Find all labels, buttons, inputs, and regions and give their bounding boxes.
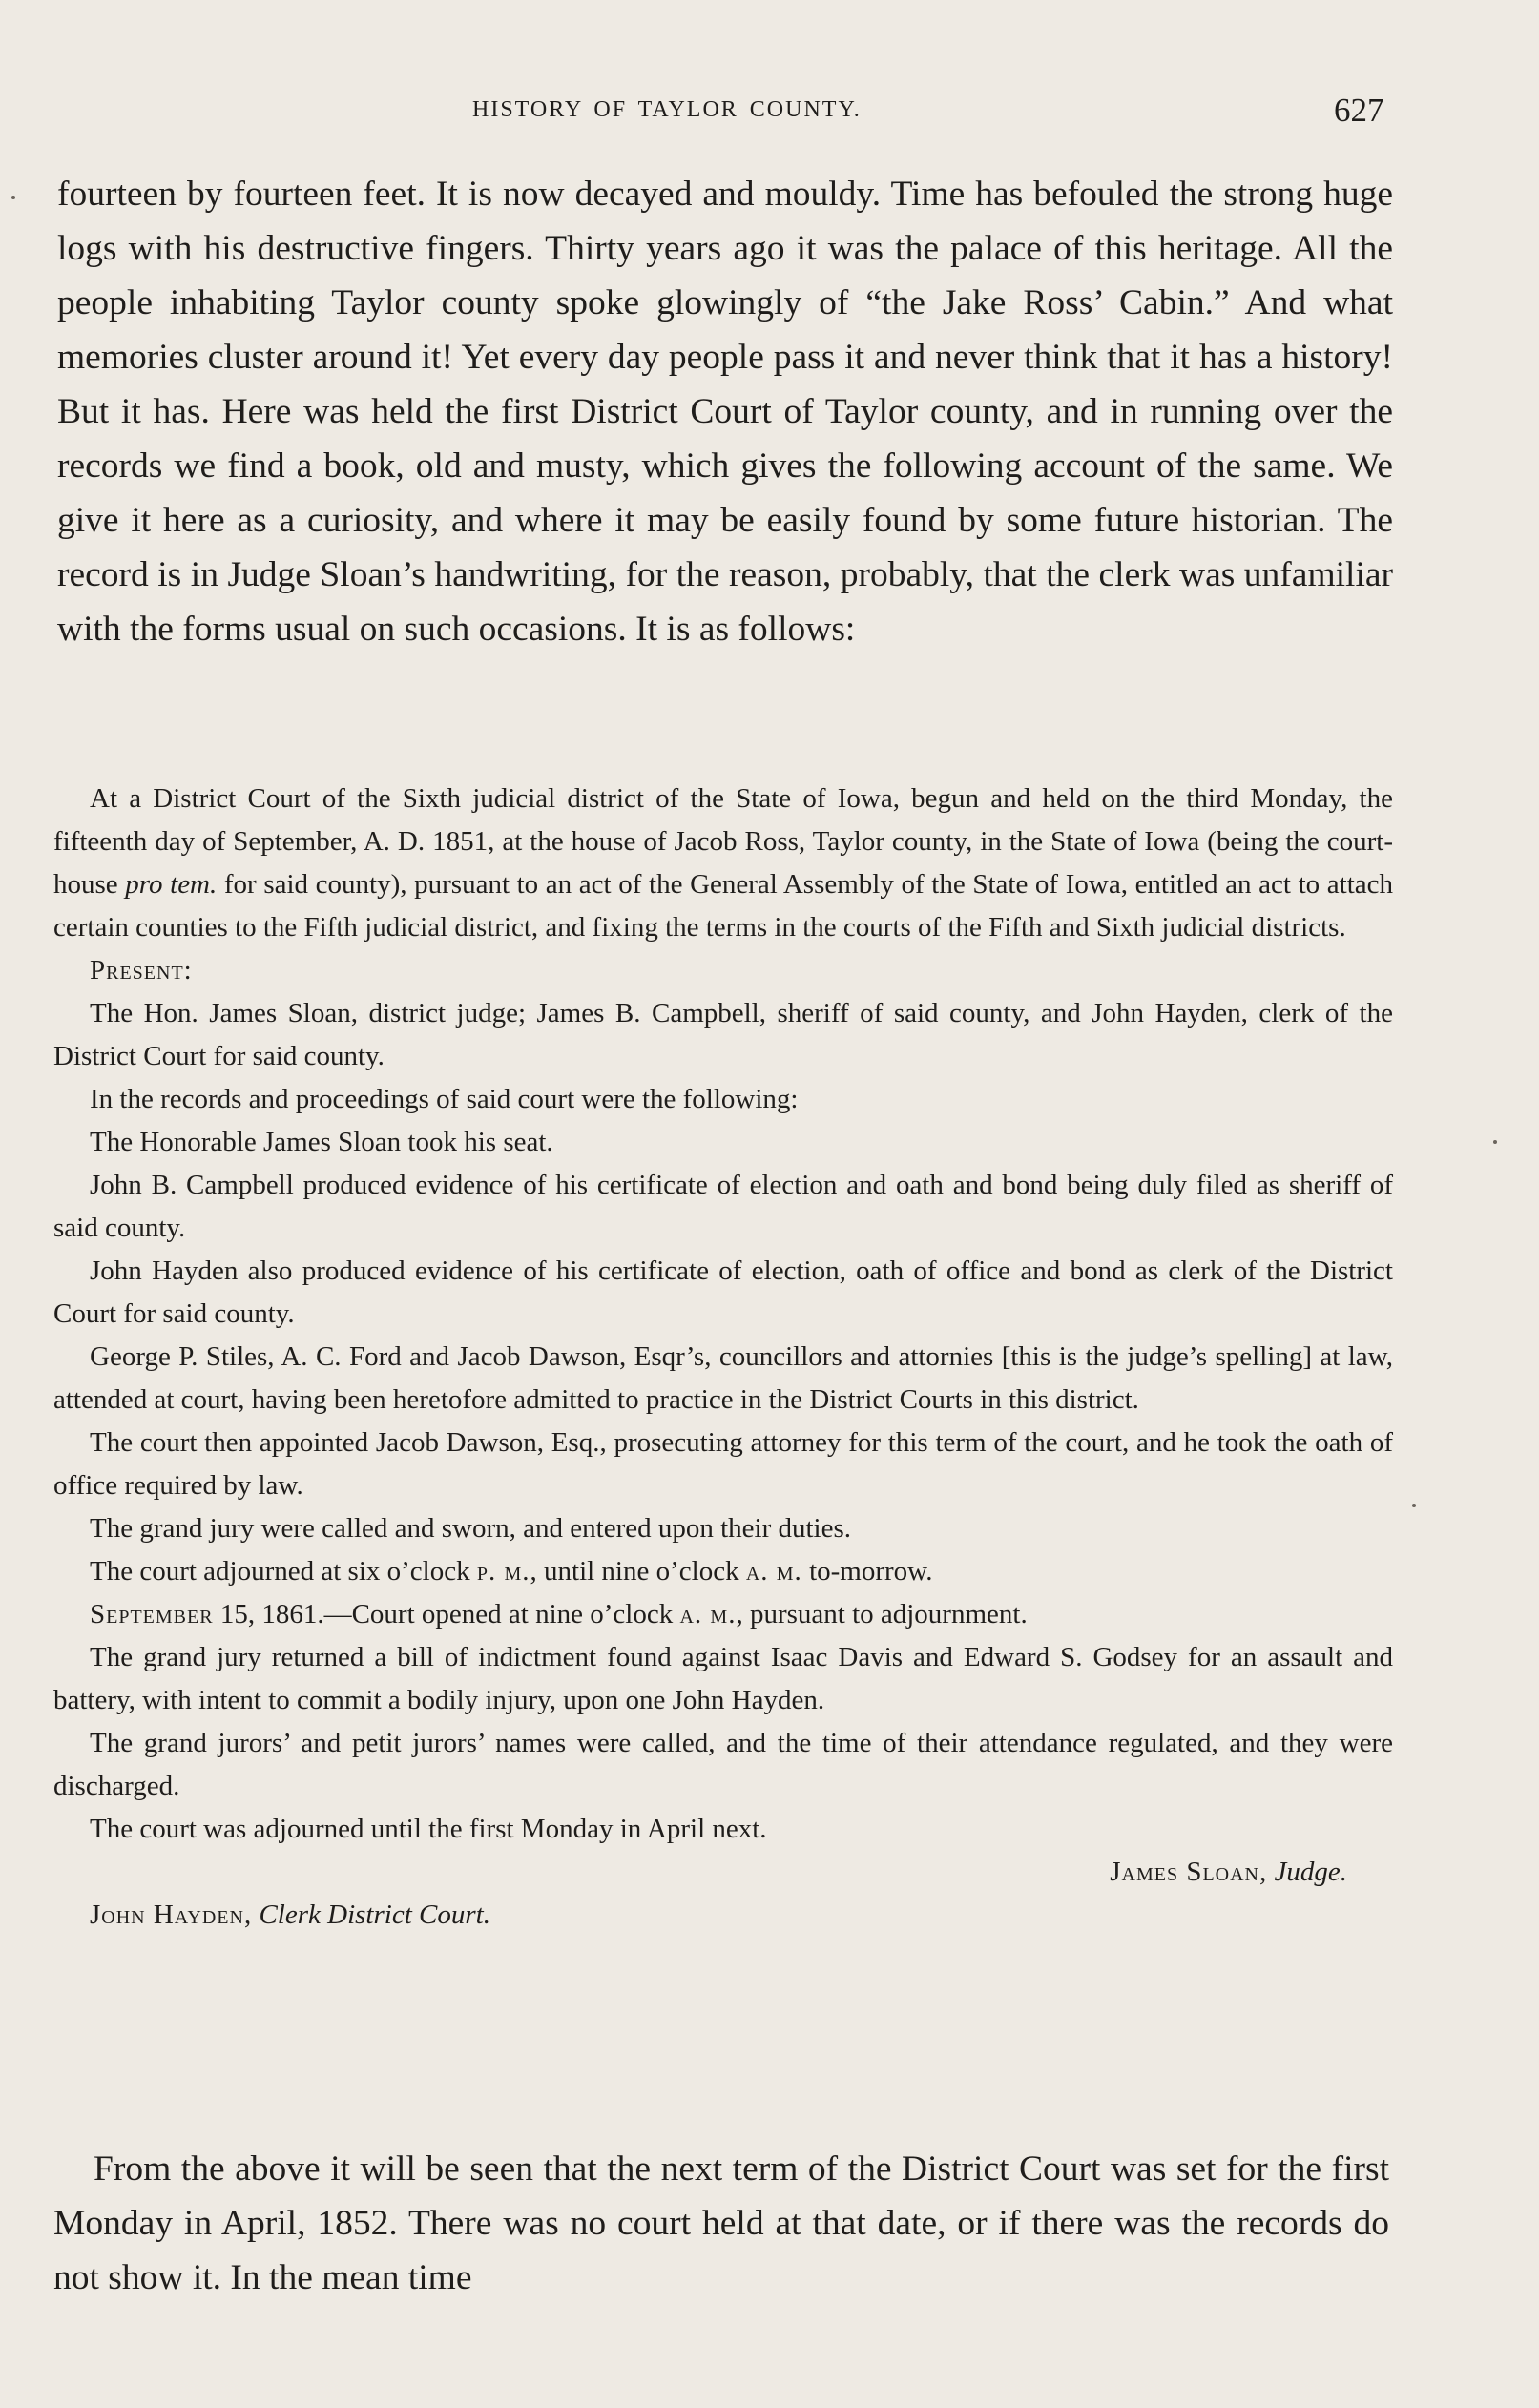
indictment-entry: The grand jury returned a bill of indictment found against Isaac Davis and Edward S. Godsey for an assault and battery, with intent to commit a bodily injury, upon one John Hayden. — [53, 1642, 1393, 1715]
grand-jury-entry: The grand jury were called and sworn, and entered upon their duties. — [90, 1513, 852, 1544]
margin-speck — [1412, 1504, 1416, 1507]
running-head — [0, 92, 1539, 139]
judge-seat-entry: The Honorable James Sloan took his seat. — [90, 1127, 553, 1157]
final-adjournment-entry: The court was adjourned until the first Monday in April next. — [90, 1814, 767, 1844]
clerk-entry: John Hayden also produced evidence of his certificate of election, oath of office and bond as clerk of the District Court for said county. — [53, 1256, 1393, 1329]
present-text: The Hon. James Sloan, district judge; James B. Campbell, sheriff of said county, and John Hayden, clerk of the District Court for said county. — [53, 998, 1393, 1071]
closing-paragraph: From the above it will be seen that the next term of the District Court was set for the first Monday in April, 1852. There was no court held at that date, or if there was the records do not show it. In the mean time — [53, 2149, 1389, 2297]
proceedings-intro: In the records and proceedings of said court were the following: — [90, 1084, 799, 1114]
present-label-text: Present: — [90, 955, 193, 986]
record-opening-text: At a District Court of the Sixth judicial district of the State of Iowa, begun and held on the third Monday, the fifteenth day of September, A. D. 1851, at the house of Jacob Ross, Taylor county, in the State of Iowa (being the court-house — [53, 783, 1393, 900]
adjournment-text-b: , until nine o’clock — [530, 1556, 746, 1587]
margin-speck — [11, 196, 15, 199]
attorneys-entry: George P. Stiles, A. C. Ford and Jacob Dawson, Esqr’s, councillors and attornies [this is the judge’s spelling] at law, attended at court, having been heretofore admitted to practice in the District Courts in this district. — [53, 1341, 1393, 1415]
clerk-name: John Hayden, — [90, 1899, 253, 1930]
page-number: 627 — [1334, 92, 1384, 129]
judge-title: Judge. — [1274, 1857, 1347, 1887]
judge-name: James Sloan, — [1110, 1857, 1268, 1887]
margin-speck — [1493, 1140, 1497, 1144]
intro-paragraph: fourteen by fourteen feet. It is now decayed and mouldy. Time has befouled the strong huge logs with his destructive fingers. Thirty years ago it was the palace of this heritage. All the people inhabiting Taylor county spoke glowingly of “the Jake Ross’ Cabin.” And what memories cluster around it! Yet every day people pass it and never think that it has a history! But it has. Here was held the first District Court of Taylor county, and in running over the records we find a book, old and musty, which gives the following account of the same. We give it here as a curiosity, and where it may be easily found by some future historian. The record is in Judge Sloan’s handwriting, for the reason, probably, that the clerk was unfamiliar with the forms usual on such occasions. It is as follows: — [57, 175, 1393, 649]
clerk-title: Clerk District Court. — [259, 1899, 490, 1930]
prosecutor-entry: The court then appointed Jacob Dawson, Esq., prosecuting attorney for this term of the court, and he took the oath of office required by law. — [53, 1427, 1393, 1501]
adjournment-am: a. m. — [745, 1556, 802, 1587]
record-opening-text-end: for said county), pursuant to an act of the General Assembly of the State of Iowa, entitled an act to attach certain counties to the Fifth judicial district, and fixing the terms in the courts of the Fifth and Sixth judicial districts. — [53, 869, 1393, 943]
adjournment-text-a: The court adjourned at six o’clock — [90, 1556, 477, 1587]
september-entry — [53, 1593, 1393, 1636]
september-am: a. m. — [679, 1599, 737, 1630]
adjournment-entry — [53, 1550, 1393, 1593]
court-record — [53, 778, 1393, 1937]
september-text-a: 15, 1861.—Court opened at nine o’clock — [213, 1599, 680, 1630]
clerk-signature — [53, 1894, 1393, 1937]
adjournment-text-c: to-morrow. — [801, 1556, 933, 1587]
september-label: September — [90, 1599, 214, 1630]
record-opening-italic: pro tem. — [125, 869, 218, 900]
adjournment-pm: p. m. — [476, 1556, 530, 1587]
sheriff-entry: John B. Campbell produced evidence of his certificate of election and oath and bond being duly filed as sheriff of said county. — [53, 1170, 1393, 1243]
running-title: HISTORY OF TAYLOR COUNTY. — [472, 97, 862, 122]
present-label — [53, 949, 1393, 992]
september-text-b: , pursuant to adjournment. — [736, 1599, 1028, 1630]
record-opening — [53, 778, 1393, 949]
jurors-entry: The grand jurors’ and petit jurors’ names were called, and the time of their attendance regulated, and they were discharged. — [53, 1728, 1393, 1801]
judge-signature — [53, 1851, 1393, 1894]
